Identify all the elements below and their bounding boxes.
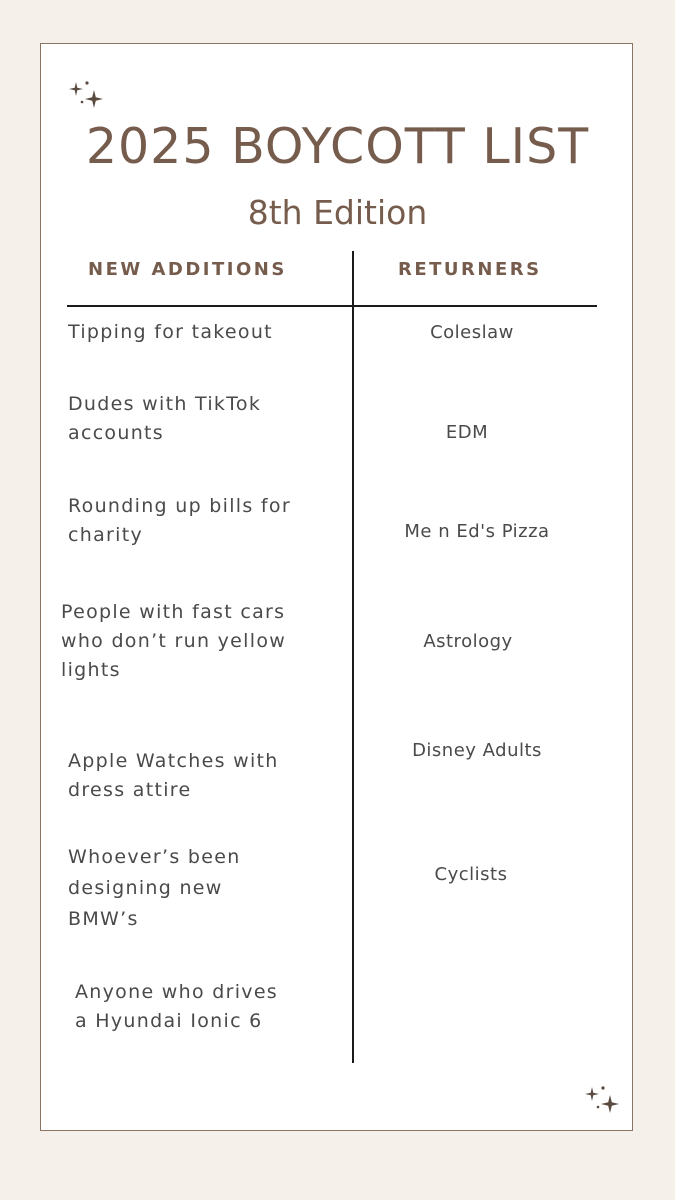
column-header-returners: RETURNERS [398,259,542,280]
new-addition-item: Whoever’s been designing new BMW’s [68,846,241,930]
returner-item: Me n Ed's Pizza [404,521,550,542]
returner-item: EDM [445,422,489,443]
edition-subtitle: 8th Edition [247,193,428,232]
new-addition-item: People with fast cars who don’t run yellow lights [61,601,287,681]
new-addition-item: Tipping for takeout [68,321,273,343]
sparkles-icon [582,1083,622,1115]
new-addition-item: Anyone who drives a Hyundai Ionic 6 [75,981,279,1032]
new-addition-item: Apple Watches with dress attire [68,750,279,801]
returner-item: Cyclists [434,864,508,885]
returner-item: Astrology [423,631,513,652]
returner-item: Disney Adults [412,740,542,761]
column-header-new-additions: NEW ADDITIONS [88,259,287,280]
returner-item: Coleslaw [430,322,514,343]
header-divider [67,305,597,307]
page-title: 2025 BOYCOTT LIST [85,118,590,175]
column-divider [352,251,354,1063]
new-addition-item: Rounding up bills for charity [68,495,291,546]
new-addition-item: Dudes with TikTok accounts [68,393,262,444]
sparkles-icon [66,78,106,110]
